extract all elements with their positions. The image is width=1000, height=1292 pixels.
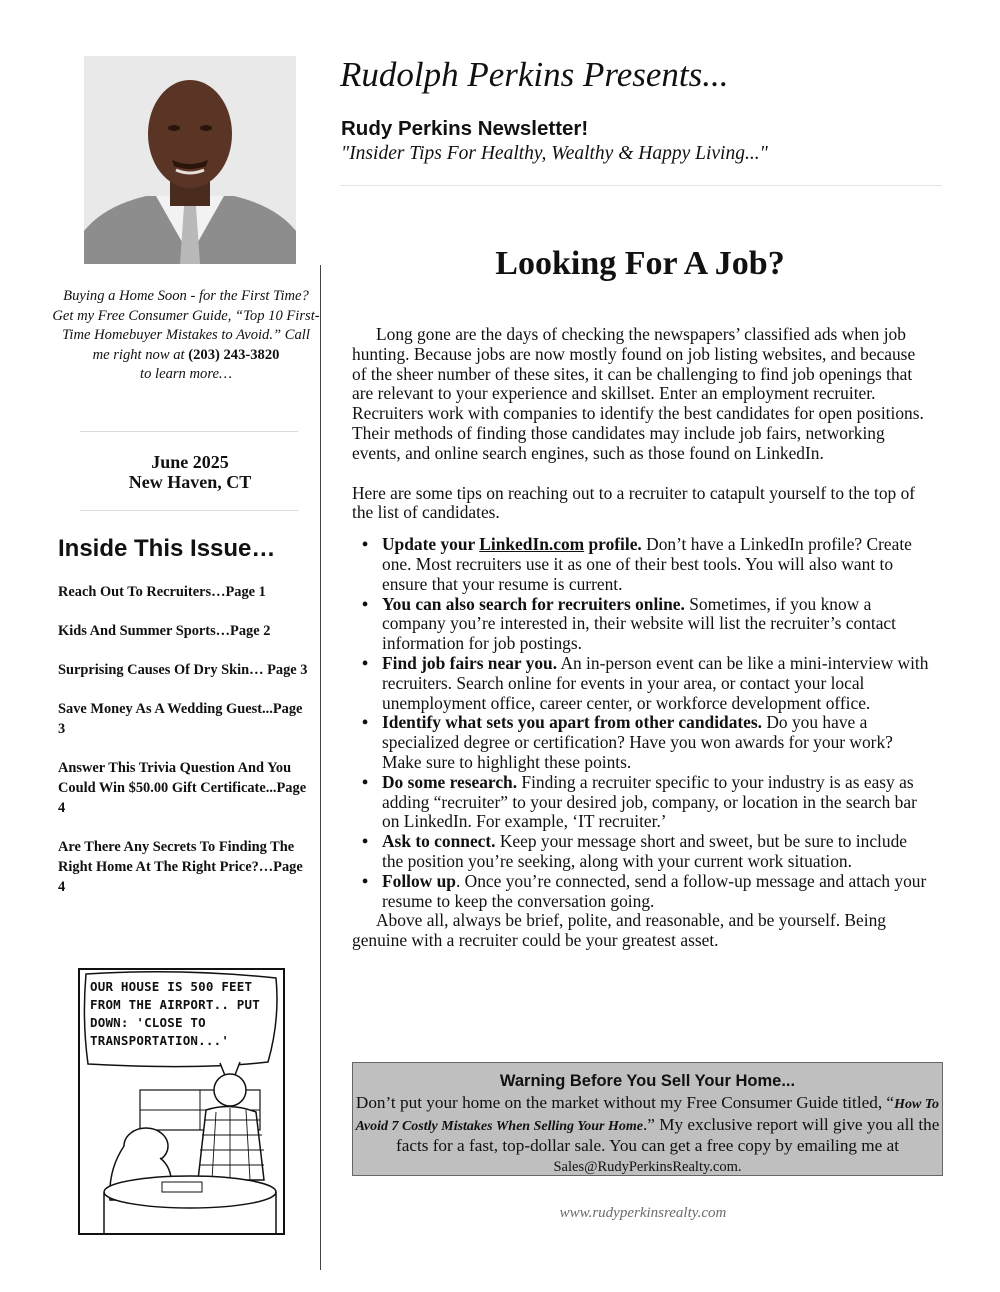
article-body [352,325,932,951]
warning-text: Don’t put your home on the market without my Free Consumer Guide titled, “ [355,1092,895,1112]
linkedin-link[interactable]: LinkedIn.com [479,534,585,555]
article-lead: Here are some tips on reaching out to a recruiter to catapult yourself to the top of the list of candidates. [352,482,916,523]
list-item [382,773,932,832]
warning-box [352,1062,943,1176]
inside-this-issue-title: Inside This Issue… [58,535,276,562]
tip-body: An in-person event can be like a mini-interview with recruiters. Search online for events in your area, or contact your local unemployment office, career center, or workforce development office. [382,652,929,713]
promo-line: Buying a Home Soon - for the First Time? Get my Free Consumer Guide, “Top 10 First-Time Homebuyer Mistakes to Avoid.” Call me right now at [52,288,320,363]
promo-phone: (203) 243-3820 [188,346,280,363]
toc-item: Reach Out To Recruiters…Page 1 [58,584,266,600]
toc-item: Save Money As A Wedding Guest...Page 3 [58,701,303,737]
tip-heading: You can also search for recruiters online. [382,593,685,614]
email-link[interactable]: Sales@RudyPerkinsRealty.com. [553,1159,742,1176]
toc-item: Kids And Summer Sports…Page 2 [58,623,271,639]
promo-text [52,287,320,385]
agent-photo [84,56,296,264]
list-item [382,654,932,713]
tip-heading: Do some research. [382,771,518,792]
warning-title: Warning Before You Sell Your Home... [499,1072,796,1090]
tip-body: . Once you’re connected, send a follow-up message and attach your resume to keep the conversation going. [382,870,927,911]
newsletter-tagline: "Insider Tips For Healthy, Wealthy & Happy Living..." [341,143,768,164]
tip-heading: Identify what sets you apart from other candidates. [382,712,763,733]
tip-body: Sometimes, if you know a company you’re interested in, their website will list the recruiter’s contact information for job postings. [382,593,896,654]
presents-heading: Rudolph Perkins Presents... [340,55,729,94]
issue-info [80,452,300,492]
cartoon-caption: OUR HOUSE IS 500 FEET FROM THE AIRPORT.. PUT DOWN: 'CLOSE TO TRANSPORTATION...' [90,979,260,1048]
tips-list [382,535,932,911]
tip-body: Finding a recruiter specific to your industry is as easy as adding “recruiter” to your desired job, company, or location in the search bar on LinkedIn. For example, ‘IT recruiter.’ [382,771,917,832]
promo-line-end: to learn more… [140,366,232,382]
toc-item: Surprising Causes Of Dry Skin… Page 3 [58,662,308,678]
column-divider [320,265,321,1270]
sidebar-divider [80,431,298,432]
list-item [382,535,932,594]
issue-location: New Haven, CT [128,472,252,492]
cartoon [78,968,285,1235]
newsletter-title: Rudy Perkins Newsletter! [341,117,589,140]
tip-heading: Find job fairs near you. [382,652,558,673]
list-item [382,713,932,772]
website-link[interactable]: www.rudyperkinsrealty.com [559,1205,727,1221]
list-item [382,872,932,912]
table-of-contents [58,582,308,916]
tip-heading: Update your [382,534,480,555]
header-divider [340,185,942,186]
tip-body: Don’t have a LinkedIn profile? Create one. Most recruiters use it as one of their best tools. You will also want to ensure that your resume is current. [382,534,912,594]
tip-heading: Ask to connect. [382,831,496,852]
issue-date: June 2025 [151,452,229,472]
list-item [382,832,932,872]
article-title: Looking For A Job? [495,245,785,282]
tip-heading: Follow up [382,870,456,891]
tip-body: Do you have a specialized degree or certification? Have you won awards for your work? Make sure to highlight these points. [382,712,893,772]
portrait-illustration [84,56,296,264]
tip-body: Keep your message short and sweet, but be sure to include the position you’re seeking, along with your current work situation. [382,831,907,871]
guide-title: How To Avoid 7 Costly Mistakes When Selling Your Home [355,1096,940,1134]
tip-heading: profile. [584,534,642,555]
warning-text: .” My exclusive report will give you all the facts for a fast, top-dollar sale. You can get a free copy by emailing me at [395,1114,940,1156]
toc-item: Are There Any Secrets To Finding The Right Home At The Right Price?…Page 4 [58,839,303,895]
list-item [382,595,932,654]
article-intro: Long gone are the days of checking the newspapers’ classified ads when job hunting. Because jobs are now mostly found on job listing websites, and because of the sheer number of these sites, it can be challenging to find job openings that are relevant to your experience and skillset. Enter an employment recruiter. Recruiters work with companies to identify the best candidates for open positions. Their methods of finding those candidates may include job fairs, networking events, and online search engines, such as those found on LinkedIn. [352,324,924,463]
article-closing: Above all, always be brief, polite, and reasonable, and be yourself. Being genuine with a recruiter could be your greatest asset. [352,910,886,951]
toc-item: Answer This Trivia Question And You Could Win $50.00 Gift Certificate...Page 4 [58,760,307,816]
sidebar-divider [80,510,298,511]
